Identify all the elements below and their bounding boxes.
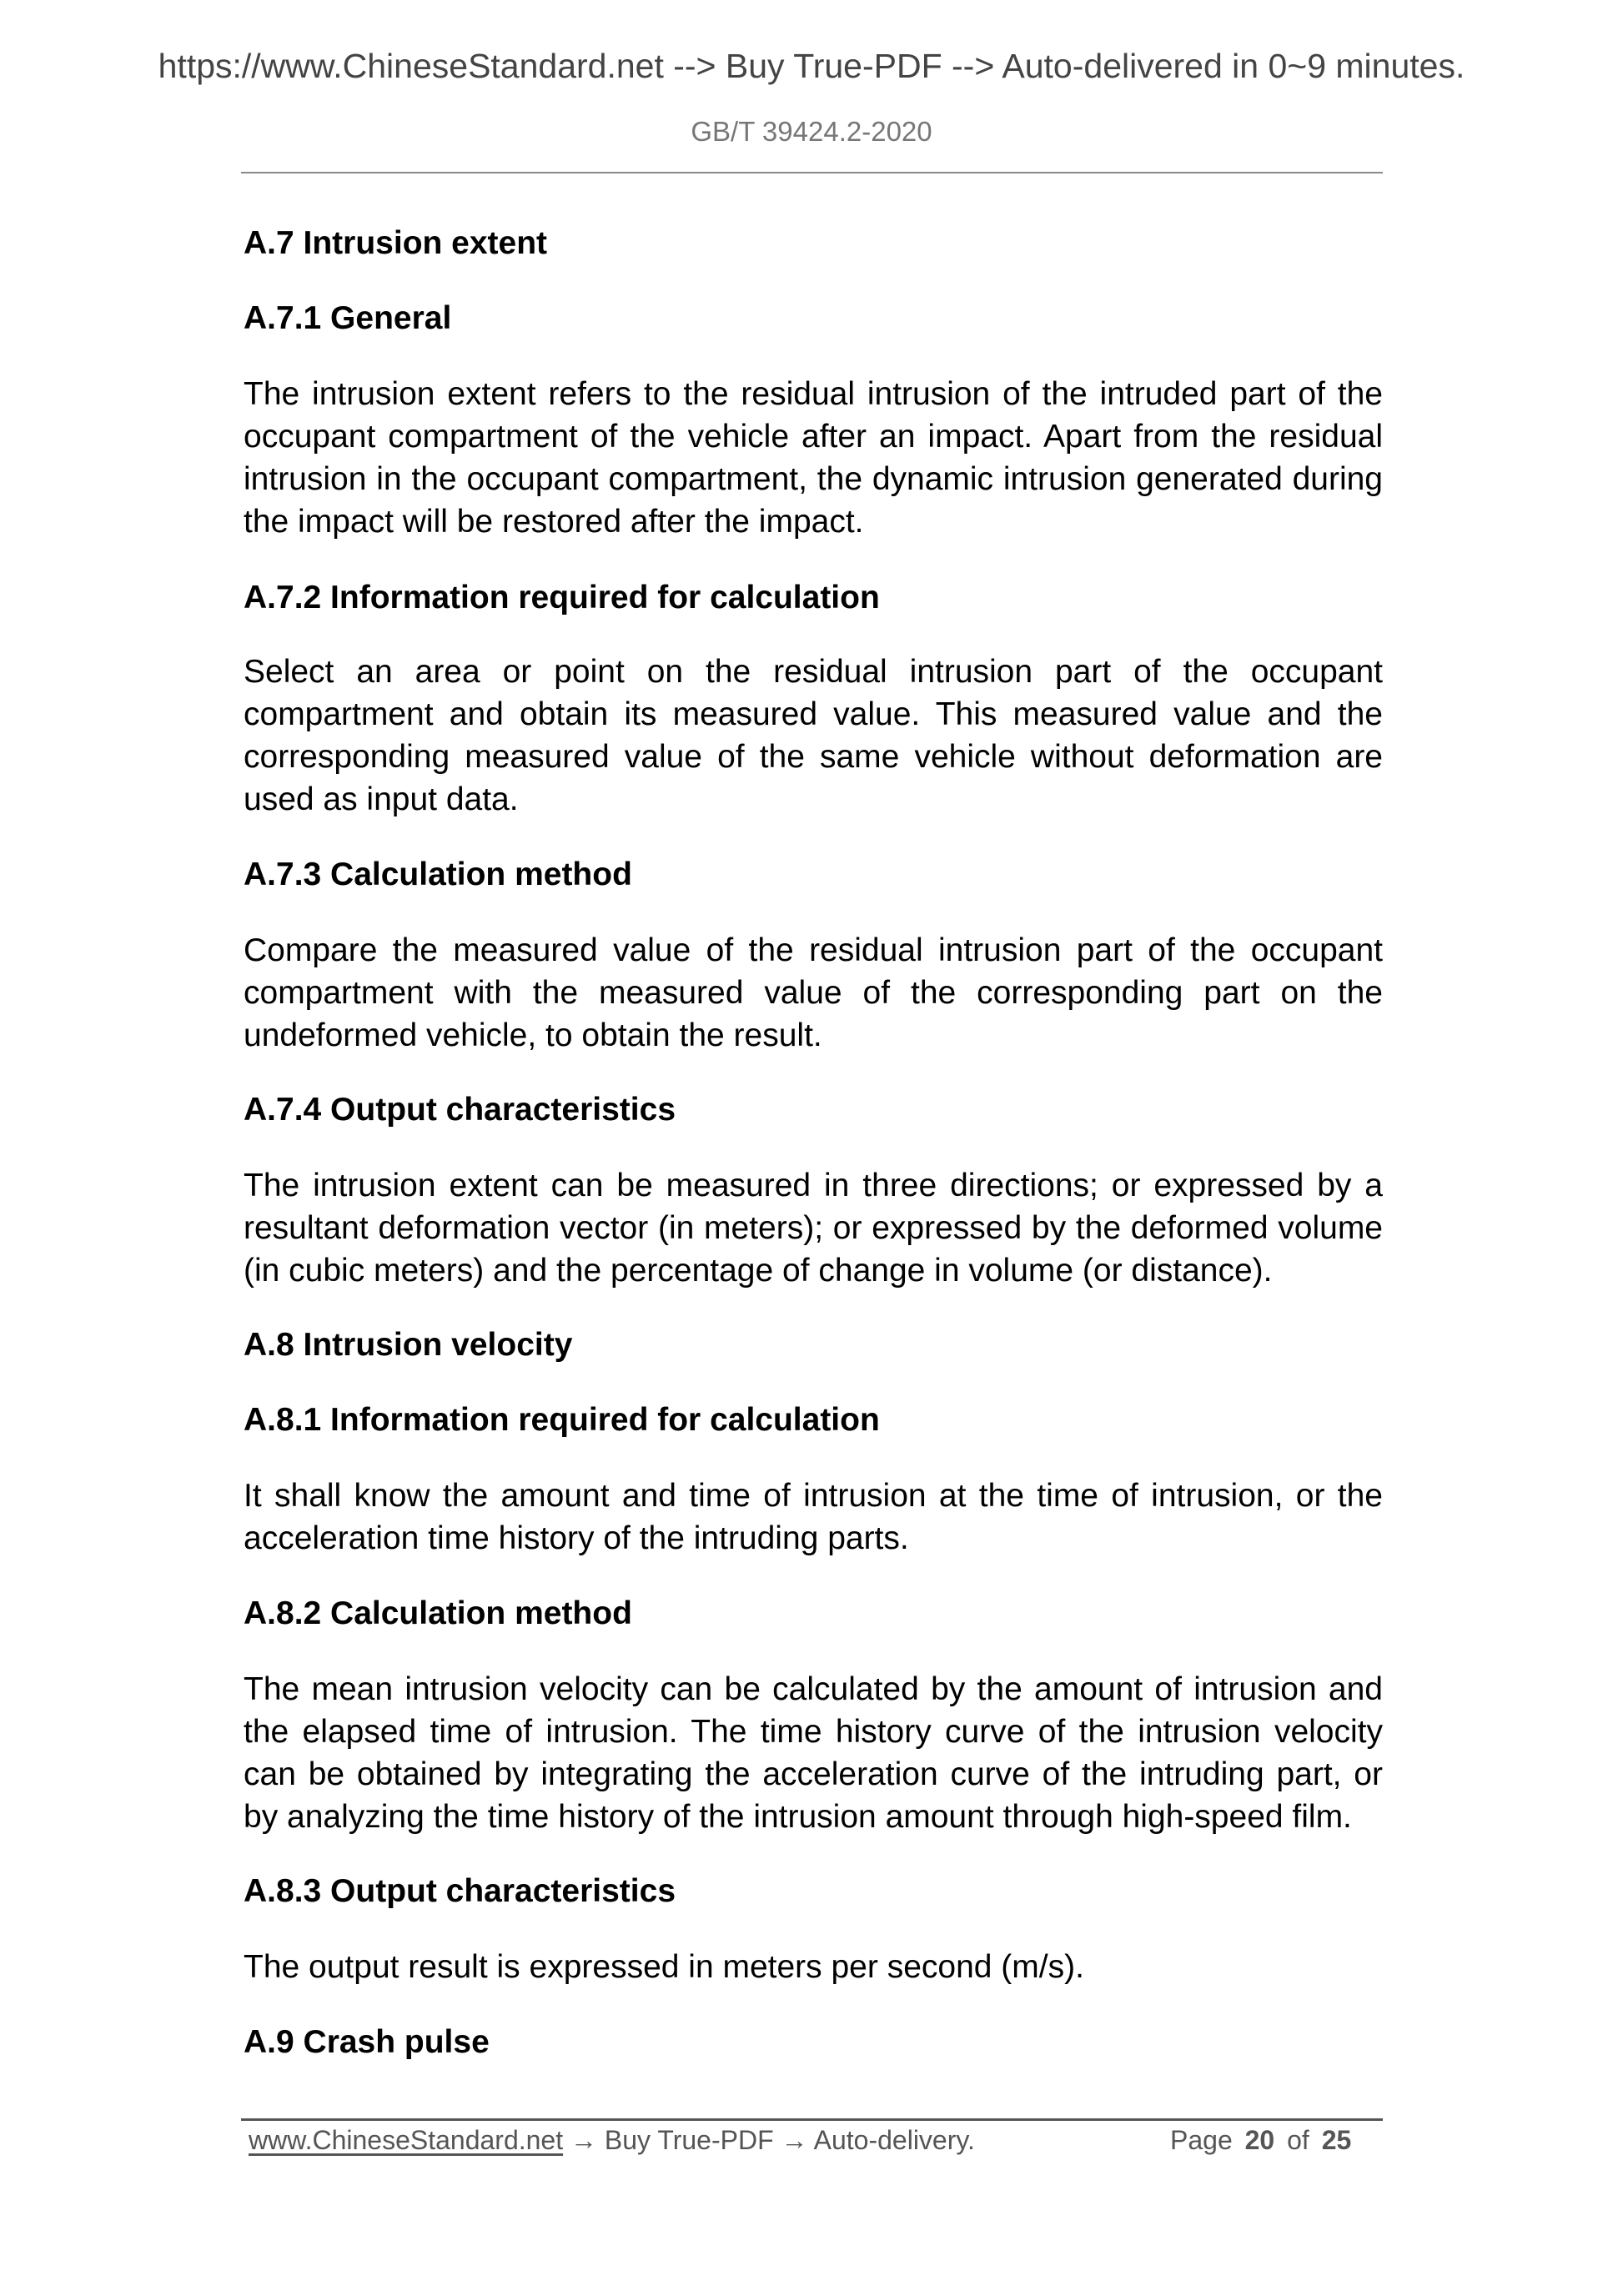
page-total: 25 — [1321, 2125, 1352, 2155]
section-heading-a8-3: A.8.3 Output characteristics — [244, 1873, 676, 1909]
paragraph-a8-1: It shall know the amount and time of intrusion at the time of intrusion, or the acceleration time history of the intruding parts. — [244, 1478, 1383, 1556]
page-current: 20 — [1244, 2125, 1275, 2155]
footer-divider — [241, 2118, 1383, 2121]
paragraph-a7-2: Select an area or point on the residual intrusion part of the occupant compartment and obtain its measured value. This measured value and the corresponding measured value of the same vehicle without deformation are used as input data. — [244, 654, 1383, 817]
paragraph-a7-3: Compare the measured value of the residual intrusion part of the occupant compartment with the measured value of the corresponding part on the undeformed vehicle, to obtain the result. — [244, 932, 1383, 1053]
section-heading-a7-3: A.7.3 Calculation method — [244, 857, 632, 892]
header-divider — [241, 172, 1383, 173]
section-heading-a8: A.8 Intrusion velocity — [244, 1327, 573, 1363]
paragraph-a8-2: The mean intrusion velocity can be calculated by the amount of intrusion and the elapsed time of intrusion. The time history curve of the intrusion velocity can be obtained by integrating the acceleration curve of the intruding part, or by analyzing the time history of the intrusion amount through high-speed film. — [244, 1671, 1383, 1835]
top-url-banner: https://www.ChineseStandard.net --> Buy True-PDF --> Auto-delivered in 0~9 minutes. — [158, 47, 1465, 85]
section-heading-a9: A.9 Crash pulse — [244, 2024, 490, 2060]
footer-buy-text: Buy True-PDF — [604, 2125, 774, 2155]
arrow-right-icon: → — [781, 2125, 808, 2155]
footer-delivery-text: Auto-delivery. — [813, 2125, 975, 2155]
page-of: of — [1287, 2125, 1309, 2155]
arrow-right-icon: → — [570, 2125, 597, 2155]
paragraph-a7-4: The intrusion extent can be measured in three directions; or expressed by a resultant deformation vector (in meters); or expressed by the deformed volume (in cubic meters) and the percentage of change in volume (or distance). — [244, 1168, 1383, 1289]
footer-promo — [249, 2124, 975, 2156]
paragraph-a7-1: The intrusion extent refers to the residual intrusion of the intruded part of the occupant compartment of the vehicle after an impact. Apart from the residual intrusion in the occupant compartment, the dynamic intrusion generated during the impact will be restored after the impact. — [244, 376, 1383, 540]
standard-code: GB/T 39424.2-2020 — [691, 116, 932, 147]
section-heading-a7: A.7 Intrusion extent — [244, 225, 548, 261]
section-heading-a8-1: A.8.1 Information required for calculation — [244, 1402, 880, 1438]
page-label: Page — [1170, 2125, 1233, 2155]
footer-site-link[interactable]: www.ChineseStandard.net — [249, 2125, 564, 2155]
section-heading-a7-4: A.7.4 Output characteristics — [244, 1092, 676, 1128]
section-heading-a8-2: A.8.2 Calculation method — [244, 1595, 632, 1631]
section-heading-a7-2: A.7.2 Information required for calculation — [244, 580, 880, 615]
page-number — [1170, 2124, 1351, 2156]
paragraph-a8-3: The output result is expressed in meters per second (m/s). — [244, 1949, 1084, 1985]
section-heading-a7-1: A.7.1 General — [244, 300, 452, 336]
